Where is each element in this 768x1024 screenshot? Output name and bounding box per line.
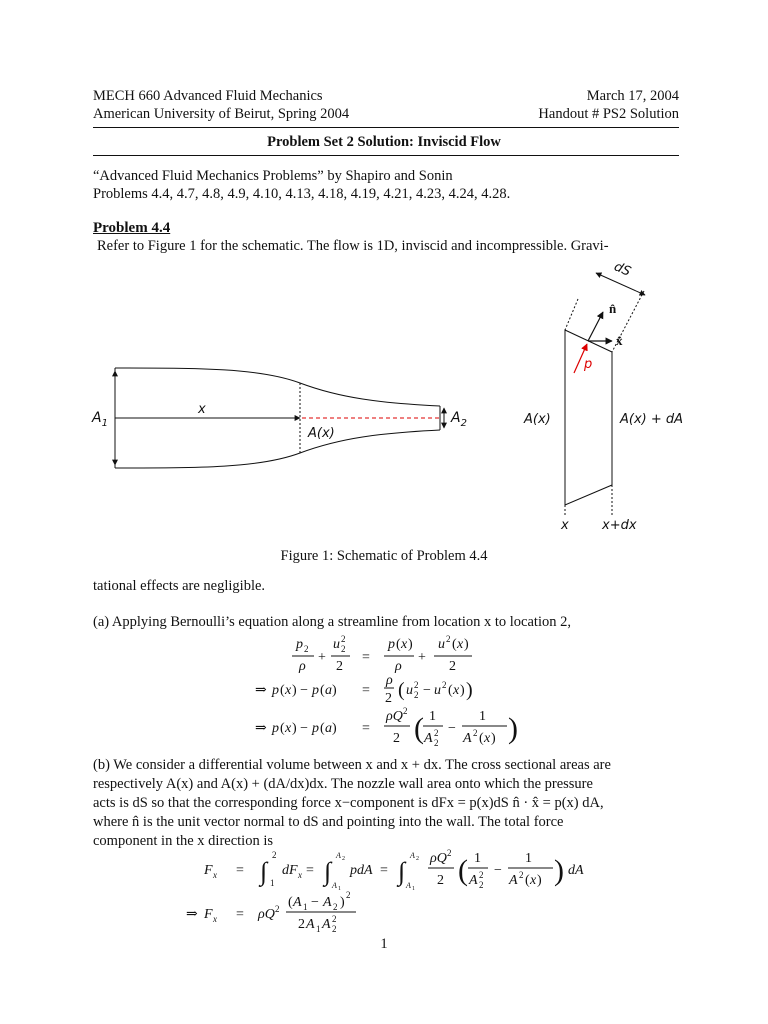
nozzle-lower-wall	[115, 430, 440, 468]
svg-text:=: =	[362, 650, 370, 665]
svg-text:1: 1	[303, 902, 308, 912]
date: March 17, 2004	[586, 88, 679, 104]
n-hat-arrow	[588, 312, 603, 341]
force-equations	[0, 846, 768, 936]
svg-text:2: 2	[414, 680, 419, 690]
svg-text:(: (	[458, 854, 468, 887]
svg-text:p: p	[296, 637, 303, 652]
svg-text:=: =	[362, 721, 370, 736]
svg-text:A: A	[323, 895, 332, 910]
svg-text:(: (	[448, 683, 453, 698]
svg-text:x: x	[285, 683, 292, 698]
svg-text:u: u	[406, 683, 413, 698]
svg-text:(: (	[280, 683, 285, 698]
label-x-bottom: x	[561, 518, 569, 533]
svg-text:2: 2	[336, 659, 343, 674]
svg-text:): )	[408, 637, 413, 652]
svg-text:2: 2	[446, 634, 451, 644]
label-axda: A(x) + dA	[620, 412, 684, 427]
label-n-hat: n̂	[609, 301, 617, 316]
svg-text:2: 2	[385, 691, 392, 706]
svg-text:(: (	[452, 637, 457, 652]
svg-text:−: −	[448, 721, 456, 736]
svg-text:(: (	[525, 873, 530, 888]
svg-text:): )	[460, 683, 465, 698]
svg-text:): )	[332, 721, 337, 736]
part-b-line-1: (b) We consider a differential volume between x and x + dx. The cross sectional areas are	[93, 757, 611, 773]
part-b-line-3: acts is dS so that the corresponding force x−component is dFx = p(x)dS n̂ · x̂ = p(x) dA,	[93, 795, 604, 811]
svg-text:⇒: ⇒	[186, 907, 198, 922]
svg-text:2: 2	[346, 890, 351, 900]
svg-text:(: (	[320, 683, 325, 698]
svg-text:2: 2	[333, 902, 338, 912]
svg-text:∫: ∫	[324, 857, 332, 886]
svg-text:): )	[340, 895, 345, 910]
problem-intro: Refer to Figure 1 for the schematic. The flow is 1D, inviscid and incompressible. Gravi-	[97, 238, 609, 254]
svg-text:A: A	[406, 881, 411, 890]
svg-text:2: 2	[442, 680, 447, 690]
svg-text:x: x	[401, 637, 408, 652]
label-x: x	[198, 402, 206, 417]
part-b-line-2: respectively A(x) and A(x) + (dA/dx)dx. The nozzle wall area onto which the pressure	[93, 776, 593, 792]
svg-text:x: x	[213, 914, 217, 924]
svg-text:2: 2	[519, 870, 524, 880]
svg-text:ρ: ρ	[386, 673, 393, 688]
svg-text:x: x	[530, 873, 537, 888]
svg-text:F: F	[204, 907, 213, 922]
figure-caption: Figure 1: Schematic of Problem 4.4	[280, 548, 488, 564]
label-a2: $A_2$	[451, 410, 467, 429]
svg-text:): )	[491, 731, 496, 746]
svg-text:1: 1	[525, 851, 532, 866]
svg-text:2: 2	[341, 634, 346, 644]
svg-text:p: p	[312, 683, 319, 698]
svg-text:u: u	[434, 683, 441, 698]
header-rule-top	[93, 127, 679, 128]
svg-text:2: 2	[341, 644, 346, 654]
svg-text:x: x	[457, 637, 464, 652]
svg-text:dF: dF	[282, 863, 298, 878]
svg-text:2: 2	[403, 706, 408, 716]
handout-id: Handout # PS2 Solution	[538, 106, 679, 122]
svg-text:A: A	[463, 731, 472, 746]
label-x-hat: x̂	[616, 333, 623, 348]
part-b-line-4: where n̂ is the unit vector normal to dS and pointing into the wall. The total force	[93, 814, 564, 830]
svg-text:ρQ: ρQ	[258, 907, 275, 922]
svg-text:2: 2	[275, 904, 280, 914]
book-reference: “Advanced Fluid Mechanics Problems” by Shapiro and Sonin	[93, 168, 453, 184]
svg-text:pdA: pdA	[350, 863, 373, 878]
svg-text:1: 1	[479, 709, 486, 724]
schematic-figure	[0, 255, 768, 545]
svg-text:ρQ: ρQ	[430, 851, 447, 866]
label-xdx: x+dx	[602, 518, 637, 533]
svg-text:) −: ) −	[292, 683, 309, 698]
svg-text:=: =	[306, 863, 314, 878]
svg-text:): )	[466, 679, 473, 701]
svg-text:F: F	[204, 863, 213, 878]
svg-text:2: 2	[304, 644, 309, 654]
page-number: 1	[380, 936, 388, 952]
svg-text:x: x	[213, 870, 217, 880]
svg-text:A: A	[332, 881, 337, 890]
svg-text:=: =	[380, 863, 388, 878]
svg-text:A: A	[336, 851, 341, 860]
svg-text:(: (	[320, 721, 325, 736]
svg-text:u: u	[333, 637, 340, 652]
svg-text:2: 2	[447, 848, 452, 858]
svg-text:⇒: ⇒	[255, 683, 267, 698]
svg-text:dA: dA	[568, 863, 584, 878]
svg-text:1: 1	[270, 878, 275, 888]
svg-text:ρ: ρ	[395, 659, 402, 674]
svg-text:p: p	[272, 721, 279, 736]
university: American University of Beirut, Spring 2004	[93, 106, 350, 122]
part-a-text: (a) Applying Bernoulli’s equation along a streamline from location x to location 2,	[93, 614, 571, 630]
svg-text:∫: ∫	[260, 857, 268, 886]
svg-text:x: x	[298, 870, 302, 880]
svg-text:=: =	[362, 683, 370, 698]
svg-text:A: A	[509, 873, 518, 888]
svg-text:−: −	[423, 683, 431, 698]
course-title: MECH 660 Advanced Fluid Mechanics	[93, 88, 323, 104]
svg-text:): )	[332, 683, 337, 698]
svg-text:a: a	[325, 683, 332, 698]
svg-text:): )	[537, 873, 542, 888]
svg-text:2: 2	[479, 870, 484, 880]
svg-text:(: (	[398, 679, 405, 701]
label-ax-element: A(x)	[524, 412, 551, 427]
svg-text:2: 2	[434, 738, 439, 748]
svg-text:⇒: ⇒	[255, 721, 267, 736]
svg-text:2: 2	[449, 659, 456, 674]
svg-text:−: −	[311, 895, 319, 910]
nozzle-upper-wall	[115, 368, 440, 406]
bernoulli-equations	[0, 632, 768, 752]
label-p: p	[584, 357, 593, 372]
svg-text:2: 2	[332, 924, 337, 934]
svg-text:1: 1	[412, 886, 415, 892]
svg-text:A: A	[424, 731, 433, 746]
header-rule-bottom	[93, 155, 679, 156]
svg-text:2: 2	[479, 880, 484, 890]
svg-text:2: 2	[416, 856, 419, 862]
svg-text:) −: ) −	[292, 721, 309, 736]
svg-text:(: (	[479, 731, 484, 746]
svg-text:ρ: ρ	[299, 659, 306, 674]
svg-text:ρQ: ρQ	[386, 709, 403, 724]
svg-text:x: x	[484, 731, 491, 746]
label-a1: $A_1$	[92, 410, 108, 429]
svg-text:p: p	[312, 721, 319, 736]
svg-text:+: +	[318, 650, 326, 665]
svg-text:(: (	[414, 712, 424, 745]
problem-intro-cont: tational effects are negligible.	[93, 578, 266, 594]
svg-text:p: p	[272, 683, 279, 698]
svg-text:2: 2	[393, 731, 400, 746]
problem-heading: Problem 4.4	[93, 220, 171, 236]
svg-text:(: (	[280, 721, 285, 736]
svg-text:+: +	[418, 650, 426, 665]
svg-text:): )	[464, 637, 469, 652]
svg-text:2: 2	[332, 914, 337, 924]
svg-text:(: (	[396, 637, 401, 652]
svg-text:): )	[554, 854, 564, 887]
svg-text:A: A	[410, 851, 415, 860]
part-b-line-5: component in the x direction is	[93, 833, 274, 849]
label-ax: A(x)	[308, 426, 335, 441]
svg-text:a: a	[325, 721, 332, 736]
svg-text:A: A	[322, 917, 331, 932]
svg-text:2: 2	[437, 873, 444, 888]
svg-text:A: A	[469, 873, 478, 888]
svg-text:2: 2	[298, 917, 305, 932]
svg-text:∫: ∫	[398, 857, 406, 886]
svg-text:2: 2	[434, 728, 439, 738]
svg-text:1: 1	[338, 886, 341, 892]
svg-text:2: 2	[272, 850, 277, 860]
label-ds: dS	[611, 259, 633, 280]
svg-text:): )	[508, 712, 518, 745]
svg-text:1: 1	[429, 709, 436, 724]
svg-text:A: A	[306, 917, 315, 932]
svg-text:p: p	[388, 637, 395, 652]
svg-text:1: 1	[474, 851, 481, 866]
svg-text:(: (	[288, 895, 293, 910]
svg-text:u: u	[438, 637, 445, 652]
svg-text:=: =	[236, 863, 244, 878]
problem-list: Problems 4.4, 4.7, 4.8, 4.9, 4.10, 4.13, 4.18, 4.19, 4.21, 4.23, 4.24, 4.28.	[93, 186, 511, 202]
svg-text:2: 2	[414, 690, 419, 700]
svg-text:x: x	[285, 721, 292, 736]
page-title: Problem Set 2 Solution: Inviscid Flow	[267, 134, 501, 150]
svg-text:−: −	[494, 863, 502, 878]
svg-text:1: 1	[316, 924, 321, 934]
svg-text:=: =	[236, 907, 244, 922]
svg-text:2: 2	[342, 856, 345, 862]
svg-text:2: 2	[473, 728, 478, 738]
svg-text:A: A	[293, 895, 302, 910]
svg-text:x: x	[453, 683, 460, 698]
